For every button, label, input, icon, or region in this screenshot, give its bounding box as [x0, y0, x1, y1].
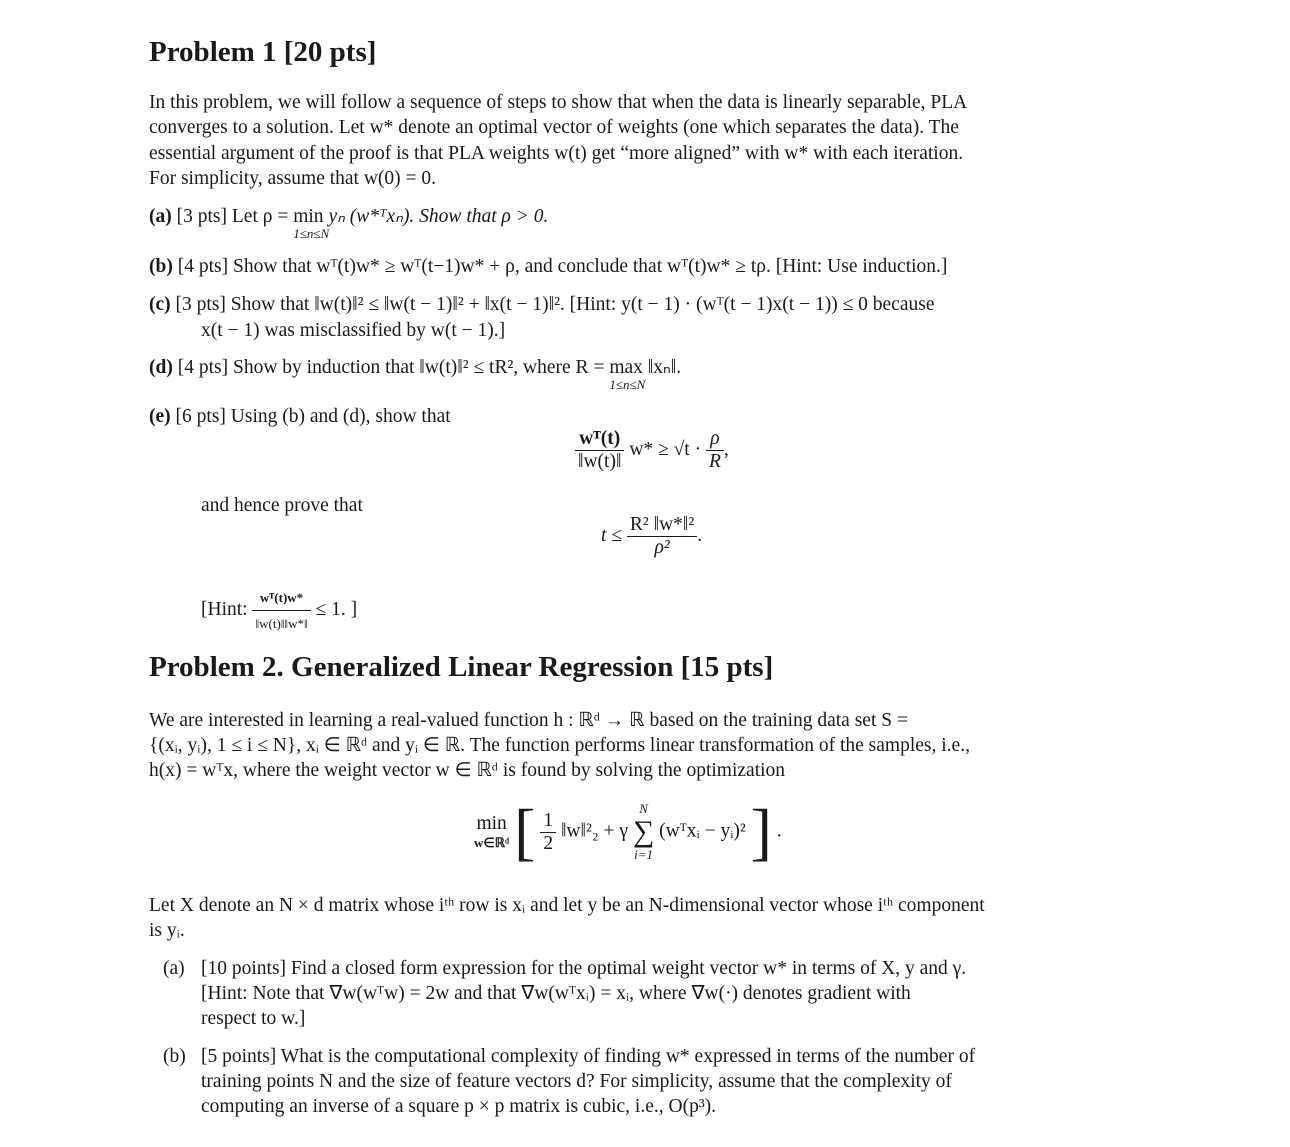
- part-text: Using (b) and (d), show that: [230, 406, 451, 427]
- max-operator: [609, 355, 646, 392]
- problem2-title: Problem 2. Generalized Linear Regression [15 pts]: [149, 651, 774, 683]
- part-text: Show that wᵀ(t)w* ≥ wᵀ(t−1)w* + ρ, and conclude that wᵀ(t)w* ≥ tρ. [Hint: Use induction.]: [232, 256, 948, 277]
- fraction-numerator: wᵀ(t): [575, 428, 624, 451]
- part-label: (d): [149, 357, 173, 378]
- problem1-intro-line: In this problem, we will follow a sequence of steps to show that when the data is linearly separable, PLA: [149, 92, 968, 113]
- equation-text: ‖w‖²₂ + γ: [560, 820, 628, 842]
- part-points: [3 pts]: [176, 206, 227, 227]
- problem1-part-c-continued: x(t − 1) was misclassified by w(t − 1).]: [201, 320, 506, 341]
- fraction: [706, 428, 724, 473]
- problem2-part-b-line: [5 points] What is the computational complexity of finding w* expressed in terms of the number of: [201, 1046, 976, 1067]
- fraction: [540, 810, 556, 855]
- fraction-denominator: R: [708, 451, 721, 472]
- part-points: [3 pts]: [175, 294, 226, 315]
- problem2-intro-line: {(xᵢ, yᵢ), 1 ≤ i ≤ N}, xᵢ ∈ ℝᵈ and yᵢ ∈ ℝ. The function performs linear transformation of the samples, i.e.,: [149, 735, 970, 756]
- operator-text: max: [609, 357, 643, 378]
- min-operator: [474, 813, 509, 851]
- part-label: (e): [149, 406, 171, 427]
- part-label: (b): [149, 256, 173, 277]
- fraction: [575, 428, 624, 473]
- part-label: (c): [149, 294, 171, 315]
- problem2-intro-line: h(x) = wᵀx, where the weight vector w ∈ ℝᵈ is found by solving the optimization: [149, 760, 786, 781]
- fraction-numerator: R² ‖w*‖²: [627, 514, 697, 537]
- hint-text: [Hint:: [201, 598, 248, 620]
- equation-text: t ≤: [601, 524, 622, 546]
- problem2-part-b-line: computing an inverse of a square p × p matrix is cubic, i.e., O(p³).: [201, 1096, 717, 1117]
- summation-operator: [633, 801, 654, 863]
- problem2-para-line: Let X denote an N × d matrix whose iᵗʰ row is xᵢ and let y be an N-dimensional vector whose iᵗʰ component: [149, 895, 985, 916]
- min-operator: [293, 204, 330, 241]
- sum-lower-limit: i=1: [634, 847, 653, 862]
- problem2-intro-line: We are interested in learning a real-valued function h : ℝᵈ → ℝ based on the training data set S =: [149, 710, 908, 731]
- part-text: Show that ‖w(t)‖² ≤ ‖w(t − 1)‖² + ‖x(t − 1)‖². [Hint: y(t − 1) · (wᵀ(t − 1)x(t − 1)) ≤ 0 because: [230, 294, 935, 315]
- fraction-numerator: ρ: [706, 428, 724, 451]
- operator-text: min: [476, 813, 507, 834]
- problem2-part-b-line: training points N and the size of feature vectors d? For simplicity, assume that the complexity of: [201, 1071, 952, 1092]
- fraction-denominator: ‖w(t)‖‖w*‖: [255, 616, 308, 631]
- problem1-intro-line: essential argument of the proof is that PLA weights w(t) get “more aligned” with w* with each iteration.: [149, 143, 964, 164]
- equation-text: w* ≥ √t ·: [629, 438, 702, 460]
- equation-punct: ,: [723, 438, 729, 460]
- problem1-intro-line: For simplicity, assume that w(0) = 0.: [149, 168, 437, 189]
- part-text: yₙ (w*ᵀxₙ). Show that ρ > 0.: [328, 206, 549, 227]
- problem1-part-e: [149, 404, 451, 429]
- problem2-para-line: is yᵢ.: [149, 920, 185, 941]
- equation-alignment: [575, 428, 729, 473]
- fraction-numerator: wᵀ(t)w*: [252, 585, 310, 611]
- part-text: Let ρ =: [231, 206, 289, 227]
- problem1-part-b: [149, 254, 947, 279]
- problem1-part-d: [149, 355, 682, 392]
- optimization-equation: [474, 796, 782, 867]
- operator-range: 1≤n≤N: [609, 377, 646, 392]
- operator-text: min: [293, 206, 324, 227]
- part-points: [4 pts]: [177, 357, 229, 378]
- fraction-denominator: ρ²: [654, 537, 670, 558]
- part-points: [4 pts]: [177, 256, 229, 277]
- fraction-numerator: 1: [540, 810, 556, 833]
- fraction: [252, 585, 310, 636]
- problem2-part-a-line: [10 points] Find a closed form expression for the optimal weight vector w* in terms of X, y and γ.: [201, 958, 967, 979]
- problem1-part-e-hint: [201, 585, 357, 636]
- sigma-icon: ∑: [632, 815, 655, 848]
- problem2-part-a-line: [Hint: Note that ∇w(wᵀw) = 2w and that ∇w(wᵀxᵢ) = xᵢ, where ∇w(·) denotes gradient with: [201, 983, 911, 1004]
- problem1-part-c: [149, 292, 935, 317]
- part-label: (a): [149, 206, 172, 227]
- equation-punct: .: [776, 820, 782, 842]
- operator-range: w∈ℝᵈ: [474, 835, 510, 850]
- part-text: ‖xₙ‖.: [647, 357, 682, 378]
- left-bracket-icon: [: [514, 796, 536, 867]
- fraction: [627, 514, 697, 559]
- equation-text: (wᵀxᵢ − yᵢ)²: [659, 820, 746, 842]
- fraction-denominator: ‖w(t)‖: [578, 451, 622, 472]
- problem2-part-a-line: respect to w.]: [201, 1008, 306, 1029]
- hint-text: ≤ 1. ]: [315, 598, 358, 620]
- equation-punct: .: [697, 524, 703, 546]
- problem1-part-a: [149, 204, 549, 241]
- problem1-title: Problem 1 [20 pts]: [149, 36, 377, 68]
- problem2-part-a-label: (a): [163, 958, 185, 979]
- problem1-part-e-middle: and hence prove that: [201, 495, 363, 516]
- problem2-part-b-label: (b): [163, 1046, 186, 1067]
- part-points: [6 pts]: [175, 406, 226, 427]
- right-bracket-icon: ]: [750, 796, 772, 867]
- equation-bound: [601, 514, 702, 559]
- operator-range: 1≤n≤N: [293, 226, 330, 241]
- fraction-denominator: 2: [543, 832, 554, 854]
- part-text: Show by induction that ‖w(t)‖² ≤ tR², where R =: [232, 357, 605, 378]
- problem1-intro-line: converges to a solution. Let w* denote an optimal vector of weights (one which separates the data). The: [149, 117, 959, 138]
- sum-upper-limit: N: [639, 801, 648, 816]
